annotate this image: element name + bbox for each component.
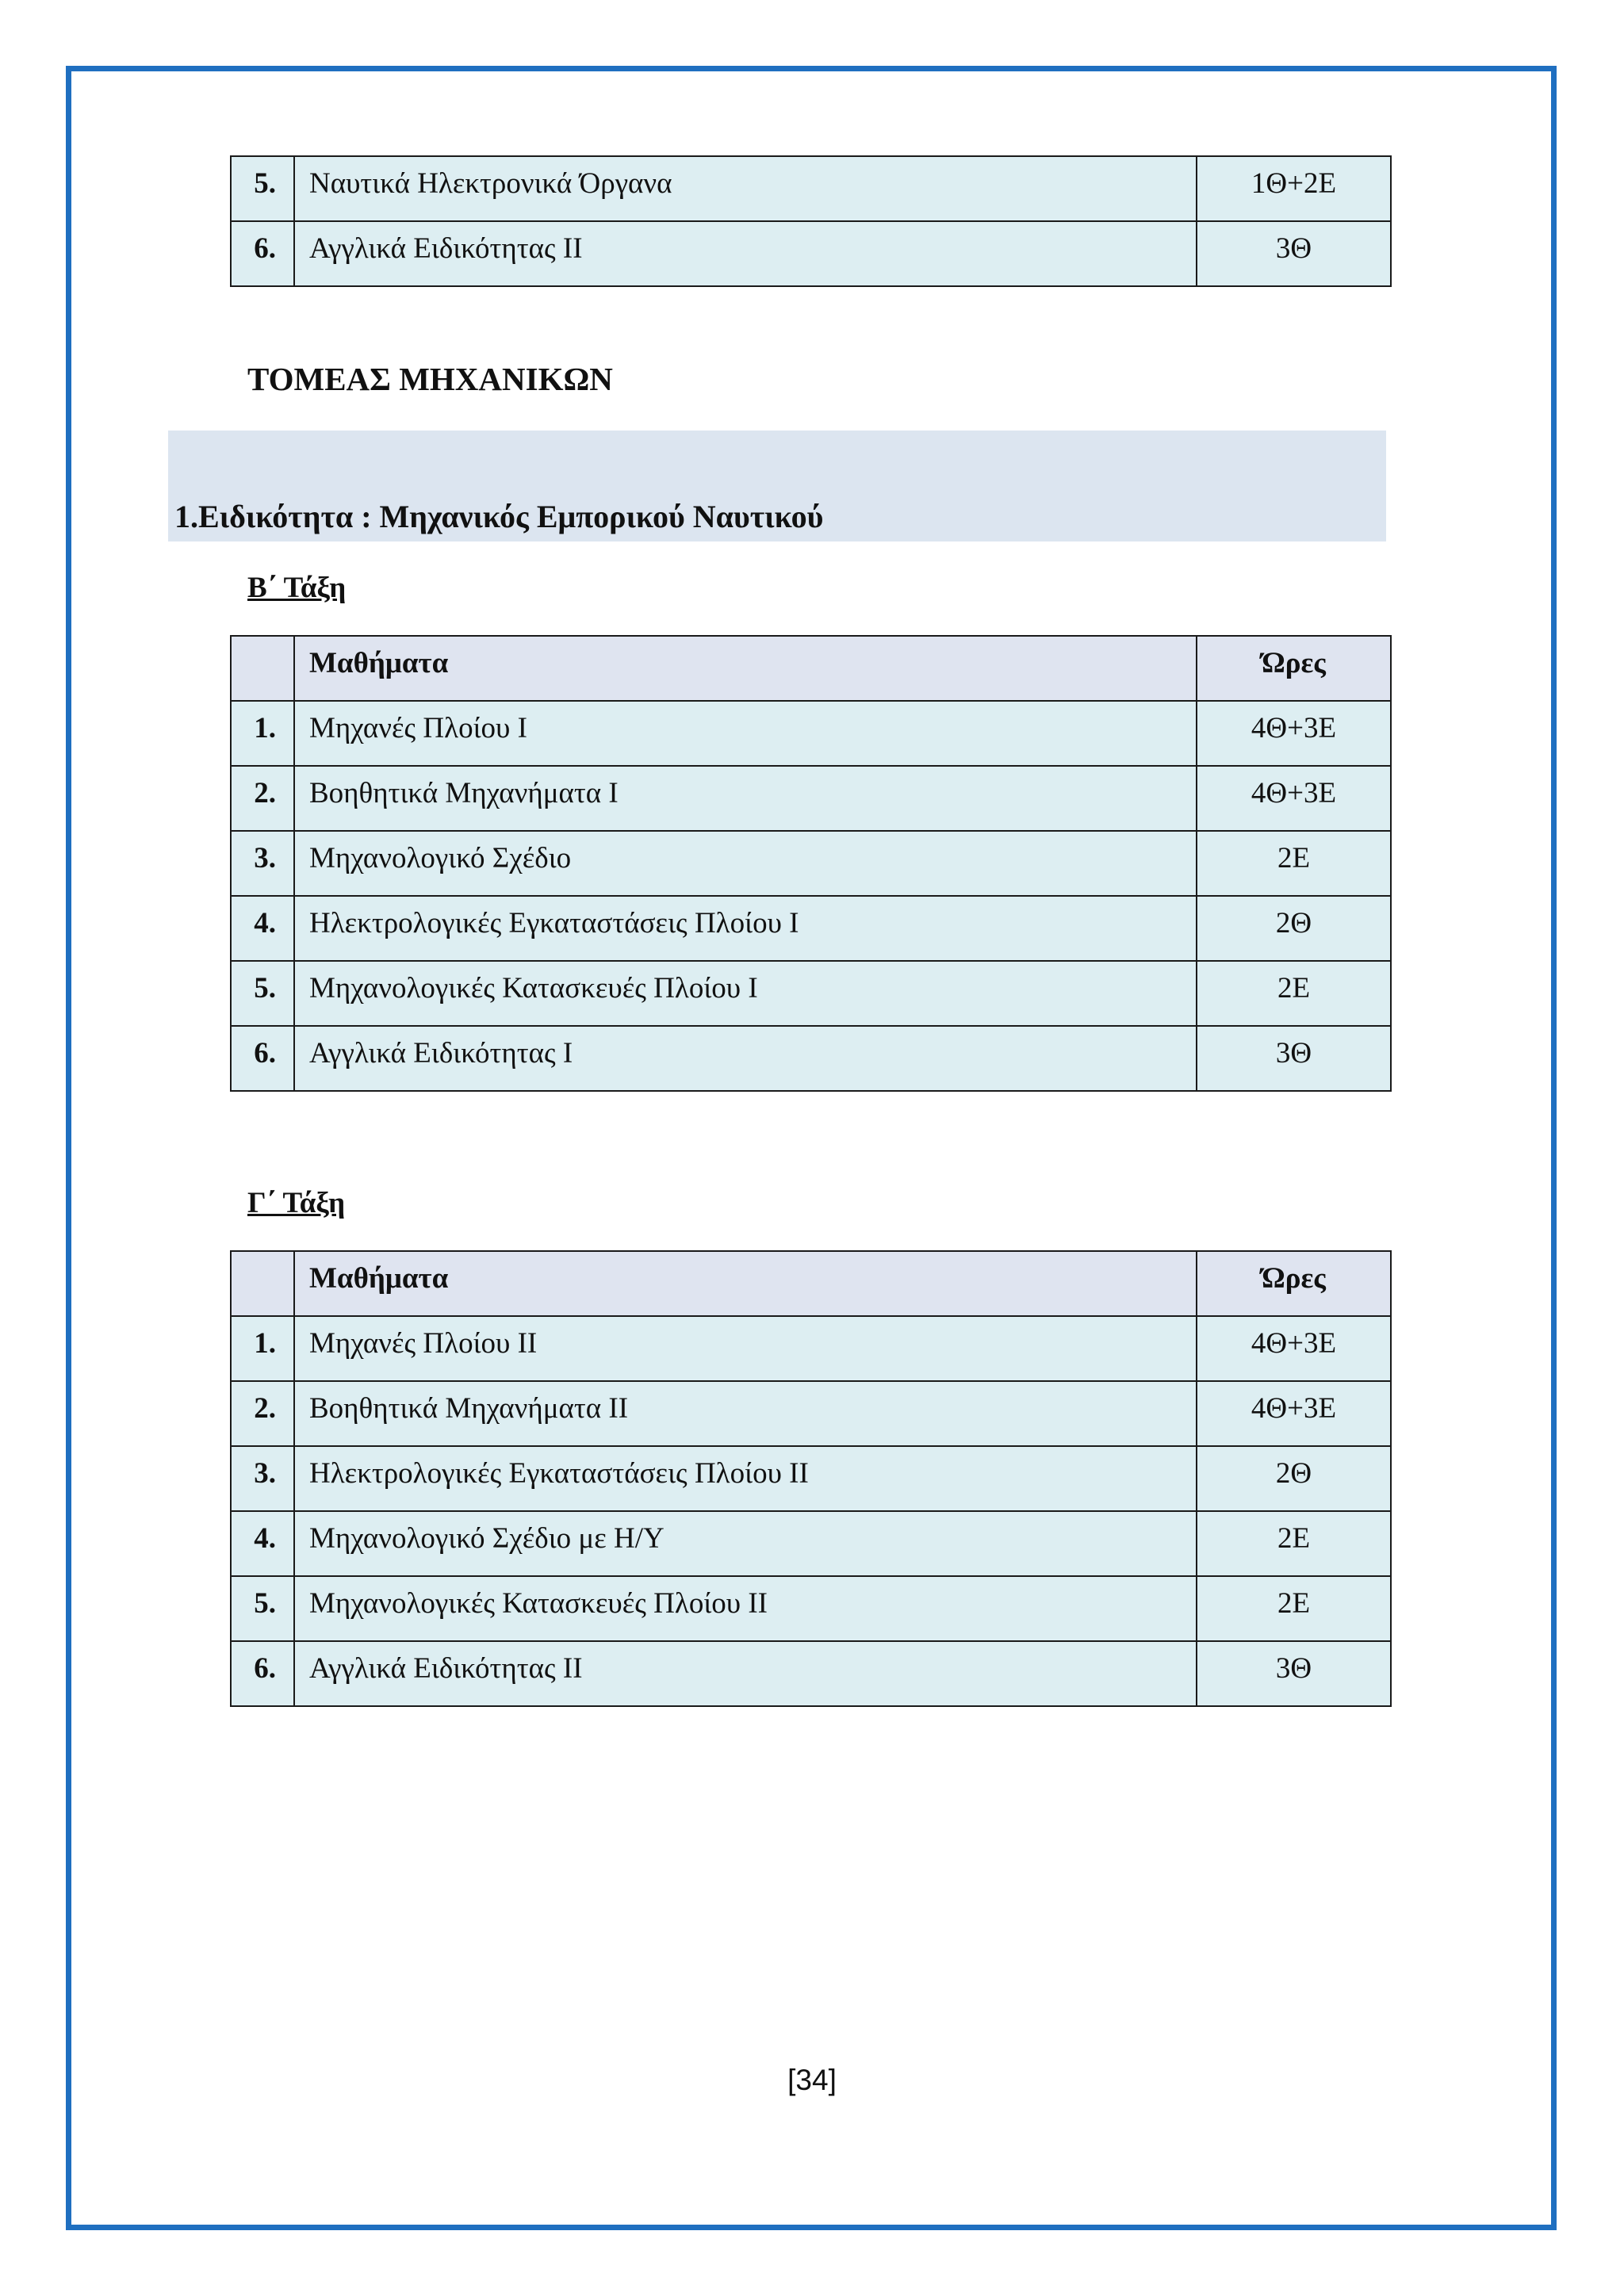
course-name: Ηλεκτρολογικές Εγκαταστάσεις Πλοίου ΙΙ: [294, 1446, 1197, 1511]
row-number: 5.: [231, 1576, 294, 1641]
row-number: 4.: [231, 1511, 294, 1576]
course-hours: 2Ε: [1197, 831, 1391, 896]
course-name: Μηχανές Πλοίου Ι: [294, 701, 1197, 766]
row-number: 2.: [231, 1381, 294, 1446]
class-c-table: [230, 1250, 1392, 1707]
course-hours: 4Θ+3Ε: [1197, 1316, 1391, 1381]
table-header-row: [231, 1251, 1391, 1316]
header-number: [231, 1251, 294, 1316]
table-row: [231, 1511, 1391, 1576]
top-course-table: [230, 155, 1392, 287]
header-number: [231, 636, 294, 701]
table-row: [231, 1446, 1391, 1511]
row-number: 6.: [231, 1641, 294, 1706]
table-row: [231, 1641, 1391, 1706]
table-row: [231, 156, 1391, 221]
table-row: [231, 701, 1391, 766]
table-row: [231, 831, 1391, 896]
page-number: [34]: [787, 2064, 837, 2096]
row-number: 5.: [231, 156, 294, 221]
row-number: 2.: [231, 766, 294, 831]
course-name: Αγγλικά Ειδικότητας ΙΙ: [294, 221, 1197, 286]
table-row: [231, 1576, 1391, 1641]
course-hours: 4Θ+3Ε: [1197, 1381, 1391, 1446]
row-number: 6.: [231, 1026, 294, 1091]
row-number: 3.: [231, 831, 294, 896]
course-hours: 2Ε: [1197, 961, 1391, 1026]
course-name: Μηχανές Πλοίου ΙΙ: [294, 1316, 1197, 1381]
row-number: 5.: [231, 961, 294, 1026]
course-name: Ηλεκτρολογικές Εγκαταστάσεις Πλοίου Ι: [294, 896, 1197, 961]
course-hours: 2Ε: [1197, 1576, 1391, 1641]
course-name: Μηχανολογικό Σχέδιο: [294, 831, 1197, 896]
table-row: [231, 961, 1391, 1026]
course-hours: 3Θ: [1197, 221, 1391, 286]
section-heading: ΤΟΜΕΑΣ ΜΗΧΑΝΙΚΩΝ: [247, 361, 613, 397]
table-row: [231, 1316, 1391, 1381]
table-row: [231, 896, 1391, 961]
course-hours: 4Θ+3Ε: [1197, 701, 1391, 766]
row-number: 6.: [231, 221, 294, 286]
table-row: [231, 1381, 1391, 1446]
row-number: 4.: [231, 896, 294, 961]
header-hours: Ώρες: [1197, 636, 1391, 701]
row-number: 1.: [231, 1316, 294, 1381]
row-number: 3.: [231, 1446, 294, 1511]
row-number: 1.: [231, 701, 294, 766]
table-row: [231, 766, 1391, 831]
course-hours: 2Θ: [1197, 896, 1391, 961]
course-hours: 2Ε: [1197, 1511, 1391, 1576]
course-hours: 3Θ: [1197, 1026, 1391, 1091]
class-b-heading: Β΄ Τάξη: [247, 572, 347, 604]
class-b-table: [230, 635, 1392, 1092]
table-row: [231, 221, 1391, 286]
specialty-title: 1.Ειδικότητα : Μηχανικός Εμπορικού Ναυτικού: [174, 499, 824, 534]
course-name: Μηχανολογικό Σχέδιο με Η/Υ: [294, 1511, 1197, 1576]
header-course: Μαθήματα: [294, 636, 1197, 701]
course-name: Αγγλικά Ειδικότητας Ι: [294, 1026, 1197, 1091]
course-name: Βοηθητικά Μηχανήματα ΙΙ: [294, 1381, 1197, 1446]
course-name: Μηχανολογικές Κατασκευές Πλοίου ΙΙ: [294, 1576, 1197, 1641]
course-hours: 3Θ: [1197, 1641, 1391, 1706]
course-hours: 1Θ+2Ε: [1197, 156, 1391, 221]
course-name: Μηχανολογικές Κατασκευές Πλοίου Ι: [294, 961, 1197, 1026]
course-hours: 2Θ: [1197, 1446, 1391, 1511]
course-name: Βοηθητικά Μηχανήματα Ι: [294, 766, 1197, 831]
table-header-row: [231, 636, 1391, 701]
header-hours: Ώρες: [1197, 1251, 1391, 1316]
table-row: [231, 1026, 1391, 1091]
class-c-heading: Γ΄ Τάξη: [247, 1187, 346, 1219]
course-name: Ναυτικά Ηλεκτρονικά Όργανα: [294, 156, 1197, 221]
course-hours: 4Θ+3Ε: [1197, 766, 1391, 831]
header-course: Μαθήματα: [294, 1251, 1197, 1316]
course-name: Αγγλικά Ειδικότητας ΙΙ: [294, 1641, 1197, 1706]
